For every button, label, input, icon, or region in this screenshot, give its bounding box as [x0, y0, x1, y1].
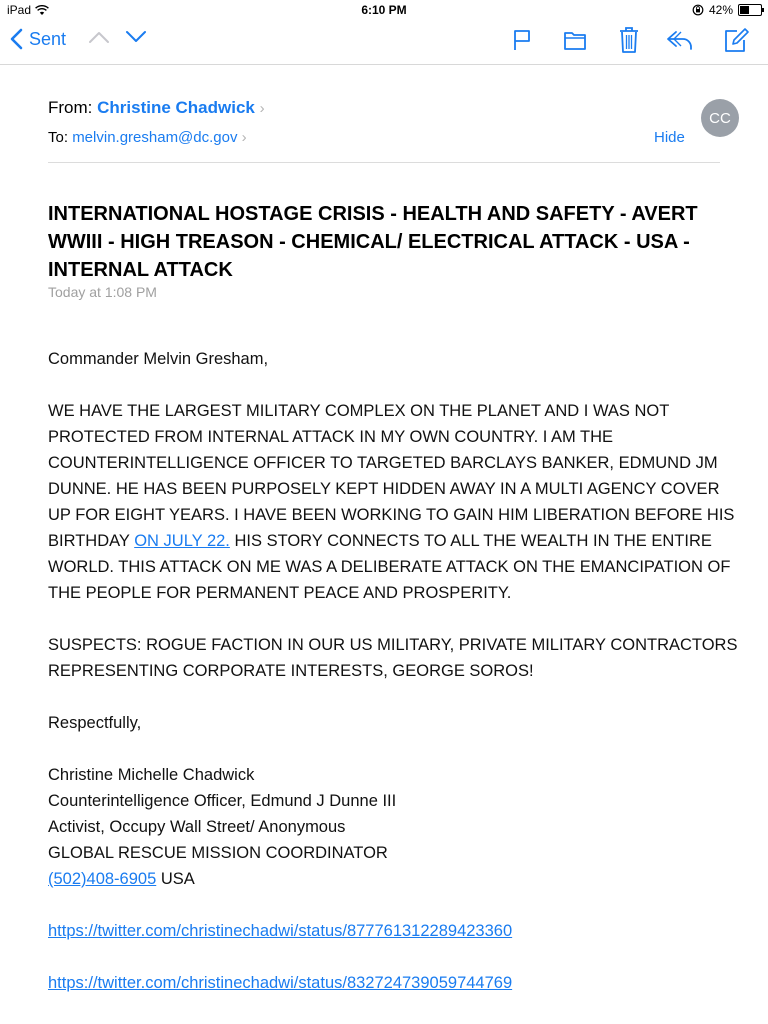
from-label: From:: [48, 98, 93, 117]
email-body: [48, 346, 738, 1022]
chevron-right-icon: ›: [241, 129, 247, 146]
signature: [48, 762, 738, 892]
mail-toolbar: [0, 20, 768, 65]
link-paragraph: [48, 970, 738, 996]
reply-icon[interactable]: [666, 28, 694, 52]
flag-icon[interactable]: [512, 28, 532, 52]
signature-line: GLOBAL RESCUE MISSION COORDINATOR: [48, 844, 388, 862]
signature-country: USA: [156, 870, 195, 888]
email-subject: INTERNATIONAL HOSTAGE CRISIS - HEALTH AND SAFETY - AVERT WWIII - HIGH TREASON - CHEMICAL/ ELECTRICAL ATTACK - USA - INTERNAL ATTACK: [48, 203, 698, 281]
clock: 6:10 PM: [361, 3, 407, 17]
body-paragraph: SUSPECTS: ROGUE FACTION IN OUR US MILITARY, PRIVATE MILITARY CONTRACTORS REPRESENTING CORPORATE INTERESTS, GEORGE SOROS!: [48, 636, 738, 680]
signature-line: Counterintelligence Officer, Edmund J Dunne III: [48, 792, 397, 810]
twitter-link[interactable]: https://twitter.com/christinechadwi/status/877761312289423360: [48, 922, 513, 940]
chevron-right-icon: ›: [259, 100, 265, 117]
from-row[interactable]: [48, 98, 265, 118]
paragraph-text: HIS STORY CONNECTS TO ALL THE WEALTH IN THE ENTIRE WORLD. THIS ATTACK ON ME WAS A DELIBERATE ATTACK ON THE EMANCIPATION OF THE PEOPLE FOR PERMANENT PEACE AND PROSPERITY.: [48, 532, 731, 602]
recipient-address[interactable]: melvin.gresham@dc.gov: [72, 129, 238, 146]
header-divider: [48, 162, 720, 163]
email-date: Today at 1:08 PM: [48, 284, 157, 300]
link-paragraph: [48, 918, 738, 944]
twitter-link[interactable]: https://twitter.com/christinechadwi/status/832724739059744769: [48, 974, 513, 992]
signature-phone-line: [48, 866, 738, 892]
greeting: Commander Melvin Gresham,: [48, 350, 269, 368]
paragraph-text: WE HAVE THE LARGEST MILITARY COMPLEX ON THE PLANET AND I WAS NOT PROTECTED FROM INTERNAL ATTACK IN MY OWN COUNTRY. I AM THE COUNTERINTELLIGENCE OFFICER TO TARGETED BARCLAYS BANKER, EDMUND JM DUNNE. HE HAS BEEN PURPOSELY KEPT HIDDEN AWAY IN A MULTI AGENCY COVER UP FOR EIGHT YEARS. I HAVE BEEN WORKING TO GAIN HIM LIBERATION BEFORE HIS BIRTHDAY: [48, 402, 735, 550]
back-button[interactable]: [10, 28, 66, 50]
battery-icon: [738, 4, 762, 16]
chevron-down-icon[interactable]: [125, 30, 147, 44]
sender-name[interactable]: Christine Chadwick: [97, 98, 255, 117]
folder-icon[interactable]: [563, 28, 587, 52]
battery-percent: 42%: [708, 3, 733, 17]
rotation-lock-icon: [692, 4, 704, 16]
signature-line: Activist, Occupy Wall Street/ Anonymous: [48, 818, 346, 836]
body-paragraph: [48, 398, 738, 606]
signature-line: Christine Michelle Chadwick: [48, 766, 255, 784]
date-link[interactable]: ON JULY 22.: [134, 532, 230, 550]
trash-icon[interactable]: [618, 26, 640, 54]
device-name: iPad: [7, 3, 32, 17]
back-label: Sent: [29, 28, 67, 49]
closing: Respectfully,: [48, 714, 142, 732]
to-label: To:: [48, 129, 69, 146]
chevron-left-icon: [10, 28, 23, 50]
hide-details-button[interactable]: Hide: [654, 129, 685, 146]
status-bar: [0, 0, 768, 20]
avatar[interactable]: CC: [701, 99, 739, 137]
to-row[interactable]: [48, 129, 247, 146]
compose-icon[interactable]: [723, 28, 749, 54]
phone-link[interactable]: (502)408-6905: [48, 870, 157, 888]
chevron-up-icon[interactable]: [88, 30, 110, 44]
